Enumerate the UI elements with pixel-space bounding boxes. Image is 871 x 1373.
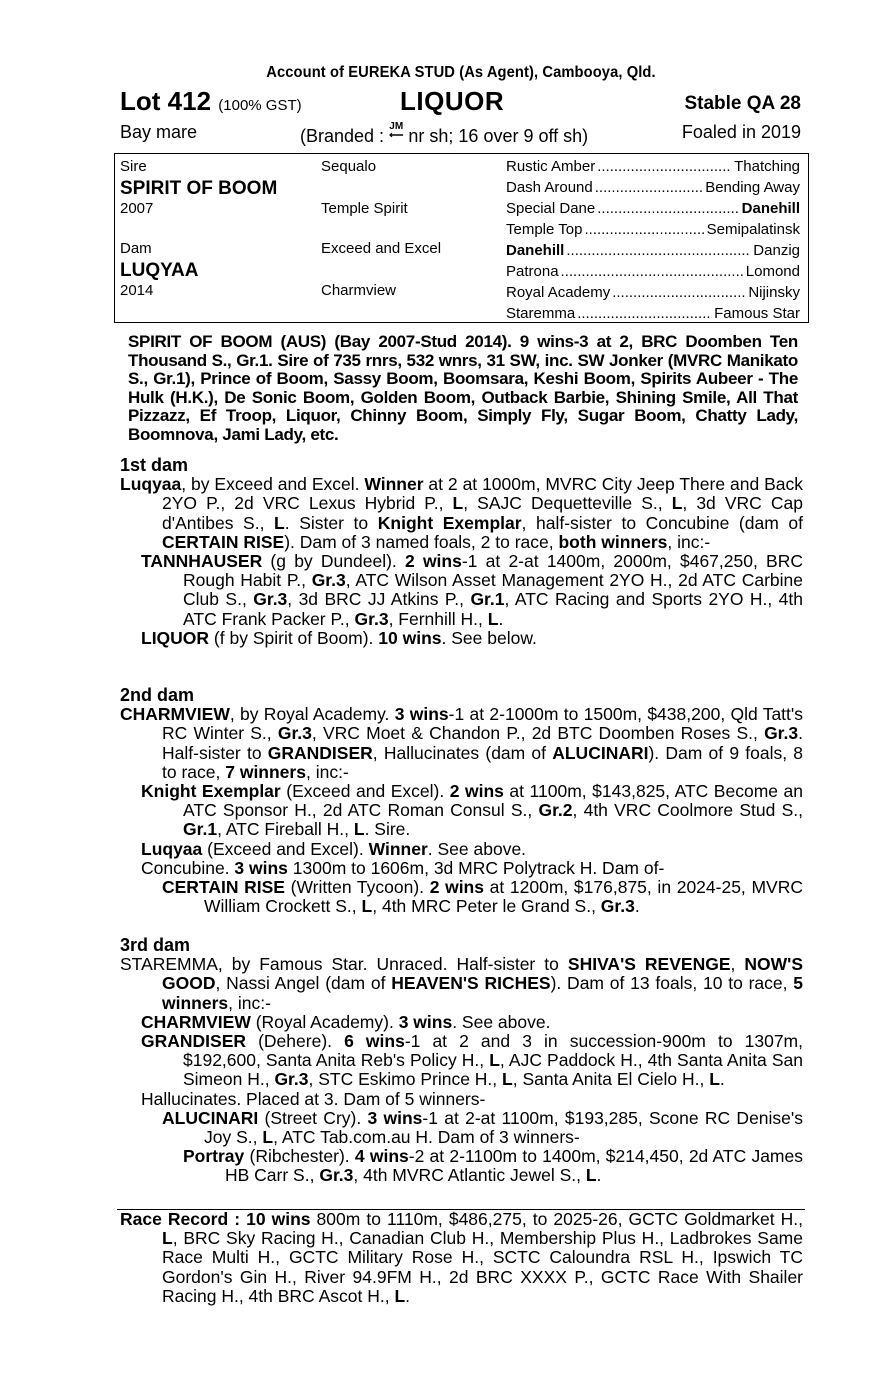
sire-name: SPIRIT OF BOOM bbox=[120, 178, 278, 199]
sire-summary: SPIRIT OF BOOM (AUS) (Bay 2007-Stud 2014). 9 wins-3 at 2, BRC Doomben Ten Thousand S., Gr.1. Sire of 735 rnrs, 532 wnrs, 31 SW, inc. SW Jonker (MVRC Manikato S., Gr.1), Prince of Boom, Sassy Boom, Boomsara, Keshi Boom, Spirits Aubeer - The Hulk (H.K.), De Sonic Boom, Golden Boom, Outback Barbie, Shining Smile, All That Pizzazz, Ef Troop, Liquor, Chinny Boom, Simply Fly, Sugar Boom, Chatty Lady, Boomnova, Jami Lady, etc. bbox=[128, 332, 798, 444]
gen3-sire: Danehill bbox=[741, 200, 800, 217]
text: , Fernhill H., bbox=[388, 608, 488, 629]
text: , BRC Sky Racing H., Canadian Club H., Membership Plus H., Ladbrokes Same Race Multi H., GCTC Military Rose H., SCTC Caloundra RSL H., Ipswich TC Gordon's Gin H., River 94.9FM H., 2d BRC XXXX P., GCTC Race With Shailer Racing H., 4th BRC Ascot H., bbox=[162, 1228, 803, 1306]
gen3-horse: Patrona bbox=[506, 263, 559, 280]
bold-text: Gr.1 bbox=[183, 819, 218, 840]
gen3-row bbox=[506, 179, 800, 196]
bold-text: L bbox=[452, 493, 464, 514]
dam-name: LUQYAA bbox=[120, 260, 199, 281]
text: , inc:- bbox=[228, 992, 271, 1013]
progeny-entry bbox=[162, 878, 803, 916]
text: , 4th VRC Coolmore Stud S., bbox=[572, 800, 803, 821]
gen3-row bbox=[506, 200, 800, 217]
brand-description bbox=[300, 122, 588, 147]
sire-year: 2007 bbox=[120, 200, 154, 217]
dam-year: 2014 bbox=[120, 282, 154, 299]
bold-text: L bbox=[671, 493, 683, 514]
gen3-sire: Bending Away bbox=[705, 179, 800, 196]
bold-text: Luqyaa bbox=[141, 838, 203, 859]
gen3-horse: Royal Academy bbox=[506, 284, 611, 301]
text: 1300m to 1606m, 3d MRC Polytrack H. Dam of- bbox=[287, 857, 665, 878]
progeny-entry bbox=[141, 1032, 803, 1090]
second-dam-body bbox=[120, 705, 803, 916]
gen3-row bbox=[506, 242, 800, 259]
bold-text: CERTAIN RISE bbox=[162, 877, 285, 898]
text: -2 at 2-1100m to 1400m, $214,450, 2d ATC James HB Carr S., bbox=[225, 1146, 803, 1186]
stable-number: Stable QA 28 bbox=[684, 93, 801, 114]
bold-text: 5 winners bbox=[162, 973, 803, 1013]
text: . Sire. bbox=[364, 819, 411, 840]
bold-text: 4 wins bbox=[354, 1146, 409, 1167]
bold-text: Knight Exemplar bbox=[377, 512, 522, 533]
text: -1 at 2-1000m to 1500m, $438,200, Qld Tatt's RC Winter S., bbox=[162, 704, 803, 744]
third-dam-section bbox=[120, 936, 803, 1186]
bold-text: L bbox=[361, 896, 373, 917]
bold-text: SHIVA'S REVENGE bbox=[567, 954, 731, 975]
progeny-entry bbox=[141, 1090, 803, 1109]
gen3-horse: Temple Top bbox=[506, 221, 583, 238]
gen2-sire-dam: Temple Spirit bbox=[321, 200, 408, 217]
text: (Royal Academy). bbox=[250, 1011, 399, 1032]
progeny-entry bbox=[141, 1013, 803, 1032]
progeny-entry bbox=[141, 629, 803, 648]
leader-dots bbox=[595, 179, 703, 196]
horse-sex: Bay mare bbox=[120, 122, 198, 142]
brand-prefix: (Branded : bbox=[300, 126, 390, 146]
leader-dots bbox=[584, 221, 704, 238]
text: , ATC Racing and Sports 2YO H., 4th ATC Frank Packer P., bbox=[183, 589, 803, 629]
text: , half-sister to Concubine (dam of bbox=[521, 512, 803, 533]
bold-text: Gr.2 bbox=[538, 800, 573, 821]
gen3-horse: Dash Around bbox=[506, 179, 593, 196]
bold-text: Gr.3 bbox=[277, 723, 312, 744]
bold-text: L bbox=[585, 1165, 597, 1186]
gen3-row bbox=[506, 158, 800, 175]
gen3-horse: Danehill bbox=[506, 242, 565, 259]
leader-dots bbox=[561, 263, 744, 280]
bold-text: ALUCINARI bbox=[552, 742, 649, 763]
leader-dots bbox=[566, 242, 751, 259]
gen3-horse: Staremma bbox=[506, 305, 576, 322]
text: , ATC Tab.com.au H. Dam of 3 winners- bbox=[273, 1127, 580, 1148]
text: , SAJC Dequetteville S., bbox=[463, 493, 672, 514]
text: , bbox=[730, 954, 745, 975]
text: (Dehere). bbox=[246, 1031, 345, 1052]
bold-text: L bbox=[502, 1069, 513, 1090]
text: . bbox=[498, 608, 504, 629]
text: , 4th MRC Peter le Grand S., bbox=[372, 896, 601, 917]
gen3-row bbox=[506, 263, 800, 280]
progeny-entry bbox=[120, 955, 803, 1013]
text: , Hallucinates (dam of bbox=[372, 742, 553, 763]
bold-text: 10 wins bbox=[378, 627, 442, 648]
bold-text: L bbox=[162, 1228, 173, 1249]
text: STAREMMA, by Famous Star. Unraced. Half-sister to bbox=[120, 954, 568, 975]
text: , AJC Paddock H., 4th Santa Anita San Simeon H., bbox=[183, 1050, 804, 1090]
race-record-section bbox=[120, 1210, 803, 1306]
gen3-sire: Semipalatinsk bbox=[706, 221, 800, 238]
bold-text: 3 wins bbox=[394, 704, 449, 725]
gen3-sire: Famous Star bbox=[714, 305, 800, 322]
text: -1 at 2 and 3 in succession-900m to 1307m, $192,600, Santa Anita Reb's Policy H., bbox=[183, 1031, 804, 1071]
gen3-horse: Rustic Amber bbox=[506, 158, 596, 175]
text: . bbox=[405, 1285, 411, 1306]
bold-text: LIQUOR bbox=[141, 627, 210, 648]
text: (f by Spirit of Boom). bbox=[209, 627, 379, 648]
text: . See above. bbox=[427, 838, 527, 859]
bold-text: CERTAIN RISE bbox=[162, 531, 285, 552]
bold-text: 2 wins bbox=[449, 781, 504, 802]
brand-mark bbox=[389, 122, 403, 140]
text: , Nassi Angel (dam of bbox=[215, 973, 392, 994]
gst-note: (100% GST) bbox=[218, 97, 302, 114]
bold-text: Gr.3 bbox=[253, 589, 288, 610]
gen3-sire: Lomond bbox=[745, 263, 800, 280]
bold-text: 3 wins bbox=[398, 1011, 453, 1032]
lot-number bbox=[120, 86, 302, 117]
first-dam-heading: 1st dam bbox=[120, 455, 189, 475]
gen2-dam-dam: Charmview bbox=[321, 282, 397, 299]
third-dam-heading: 3rd dam bbox=[120, 935, 191, 955]
text: , inc:- bbox=[667, 531, 711, 552]
progeny-entry bbox=[141, 859, 803, 878]
text: , VRC Moet & Chandon P., 2d BTC Doomben Roses S., bbox=[311, 723, 765, 744]
brand-mark-letters: JM bbox=[389, 121, 404, 132]
bold-text: Race Record : 10 wins bbox=[120, 1209, 311, 1229]
bold-text: Gr.3 bbox=[764, 723, 799, 744]
bold-text: 2 wins bbox=[405, 551, 462, 572]
text: at 1100m, $143,825, ATC Become an ATC Sponsor H., 2d ATC Roman Consul S., bbox=[183, 781, 804, 821]
leader-dots bbox=[577, 305, 712, 322]
bold-text: Portray bbox=[183, 1146, 245, 1167]
second-dam-section bbox=[120, 686, 803, 916]
progeny-entry bbox=[141, 552, 803, 629]
account-line: Account of EUREKA STUD (As Agent), Cambooya, Qld. bbox=[266, 64, 656, 81]
text: (Street Cry). bbox=[258, 1107, 368, 1128]
bold-text: 3 wins bbox=[367, 1107, 423, 1128]
bold-text: NOW'S GOOD bbox=[162, 954, 803, 994]
bold-text: L bbox=[262, 1127, 274, 1148]
text: ). Dam of 3 named foals, 2 to race, bbox=[284, 531, 559, 552]
text: . See above. bbox=[452, 1011, 551, 1032]
brand-suffix: nr sh; 16 over 9 off sh) bbox=[403, 126, 589, 146]
progeny-entry bbox=[141, 840, 803, 859]
gen3-row bbox=[506, 305, 800, 322]
first-dam-body bbox=[120, 475, 803, 648]
text: . Sister to bbox=[284, 512, 378, 533]
pedigree-table bbox=[114, 153, 809, 323]
gen3-sire: Danzig bbox=[753, 242, 800, 259]
gen2-sire-sire: Sequalo bbox=[321, 158, 377, 175]
bold-text: Gr.1 bbox=[470, 589, 505, 610]
progeny-entry bbox=[141, 782, 803, 840]
progeny-entry bbox=[120, 475, 803, 552]
bold-text: L bbox=[487, 608, 499, 629]
text: , by Exceed and Excel. bbox=[181, 474, 365, 495]
text: , 3d VRC Cap d'Antibes S., bbox=[162, 493, 803, 533]
bold-text: L bbox=[353, 819, 365, 840]
gen3-sire: Nijinsky bbox=[748, 284, 800, 301]
foaled-year: Foaled in 2019 bbox=[681, 122, 801, 142]
text: . bbox=[596, 1165, 602, 1186]
brand-mark-arrow: ⟵ bbox=[389, 130, 404, 141]
text: , ATC Fireball H., bbox=[217, 819, 354, 840]
bold-text: Luqyaa bbox=[120, 474, 182, 495]
text: . bbox=[634, 896, 640, 917]
text: , inc:- bbox=[305, 761, 349, 782]
bold-text: HEAVEN'S RICHES bbox=[391, 973, 551, 994]
gen3-sire: Thatching bbox=[734, 158, 800, 175]
text: Hallucinates. Placed at 3. Dam of 5 winners- bbox=[141, 1088, 486, 1109]
leader-dots bbox=[612, 284, 746, 301]
sire-label: Sire bbox=[120, 158, 147, 175]
bold-text: Gr.3 bbox=[600, 896, 635, 917]
lot-label: Lot 412 bbox=[120, 86, 212, 116]
text: (Written Tycoon). bbox=[284, 877, 430, 898]
bold-text: TANNHAUSER bbox=[141, 551, 263, 572]
progeny-entry bbox=[120, 705, 803, 782]
text: . See below. bbox=[441, 627, 537, 648]
progeny-entry bbox=[120, 1210, 803, 1306]
gen3-row bbox=[506, 221, 800, 238]
text: -1 at 2-at 1400m, 2000m, $467,250, BRC Rough Habit P., bbox=[183, 551, 804, 591]
text: . bbox=[719, 1069, 725, 1090]
text: -1 at 2-at 1100m, $193,285, Scone RC Denise's Joy S., bbox=[204, 1107, 803, 1148]
text: ). Dam of 13 foals, 10 to race, bbox=[550, 973, 794, 994]
text: 800m to 1110m, $486,275, to 2025-26, GCTC Goldmarket H., bbox=[310, 1209, 803, 1229]
bold-text: L bbox=[489, 1050, 500, 1071]
text: (Exceed and Excel). bbox=[280, 781, 450, 802]
text: , by Royal Academy. bbox=[229, 704, 395, 725]
text: ). Dam of 9 foals, 8 to race, bbox=[162, 742, 804, 782]
bold-text: L bbox=[274, 512, 285, 533]
text: at 2 at 1000m, MVRC City Jeep There and Back 2YO P., 2d VRC Lexus Hybrid P., bbox=[162, 474, 803, 514]
bold-text: 7 winners bbox=[225, 761, 306, 782]
dam-label: Dam bbox=[120, 240, 152, 257]
bold-text: CHARMVIEW bbox=[120, 704, 230, 725]
bold-text: Gr.3 bbox=[319, 1165, 354, 1186]
text: at 1200m, $176,875, in 2024-25, MVRC William Crockett S., bbox=[204, 877, 803, 917]
text: , 3d BRC JJ Atkins P., bbox=[287, 589, 471, 610]
bold-text: Gr.3 bbox=[311, 570, 346, 591]
gen3-horse: Special Dane bbox=[506, 200, 596, 217]
text: (Ribchester). bbox=[244, 1146, 355, 1167]
bold-text: 2 wins bbox=[429, 877, 484, 898]
gen3-row bbox=[506, 284, 800, 301]
text: , STC Eskimo Prince H., bbox=[308, 1069, 503, 1090]
bold-text: both winners bbox=[558, 531, 668, 552]
first-dam-section bbox=[120, 456, 803, 648]
text: , ATC Wilson Asset Management 2YO H., 2d ATC Carbine Club S., bbox=[183, 570, 803, 610]
leader-dots bbox=[597, 158, 732, 175]
race-record-body bbox=[120, 1210, 803, 1306]
bold-text: L bbox=[394, 1285, 406, 1306]
bold-text: L bbox=[709, 1069, 720, 1090]
progeny-entry bbox=[183, 1147, 803, 1185]
bold-text: Knight Exemplar bbox=[141, 781, 281, 802]
bold-text: Winner bbox=[368, 838, 428, 859]
text: , Santa Anita El Cielo H., bbox=[512, 1069, 710, 1090]
bold-text: CHARMVIEW bbox=[141, 1011, 251, 1032]
bold-text: Winner bbox=[364, 474, 424, 495]
bold-text: Gr.3 bbox=[354, 608, 389, 629]
bold-text: GRANDISER bbox=[141, 1031, 247, 1052]
text: . Half-sister to bbox=[162, 723, 803, 763]
second-dam-heading: 2nd dam bbox=[120, 685, 195, 705]
third-dam-body bbox=[120, 955, 803, 1185]
gen2-dam-sire: Exceed and Excel bbox=[321, 240, 442, 257]
bold-text: ALUCINARI bbox=[162, 1107, 259, 1128]
bold-text: Gr.3 bbox=[274, 1069, 309, 1090]
bold-text: 6 wins bbox=[344, 1031, 405, 1052]
text: (g by Dundeel). bbox=[262, 551, 405, 572]
text: (Exceed and Excel). bbox=[202, 838, 369, 859]
leader-dots bbox=[597, 200, 739, 217]
text: , 4th MVRC Atlantic Jewel S., bbox=[353, 1165, 586, 1186]
bold-text: GRANDISER bbox=[267, 742, 373, 763]
text: Concubine. bbox=[141, 857, 235, 878]
bold-text: 3 wins bbox=[234, 857, 288, 878]
progeny-entry bbox=[162, 1109, 803, 1147]
horse-name: LIQUOR bbox=[400, 86, 505, 116]
